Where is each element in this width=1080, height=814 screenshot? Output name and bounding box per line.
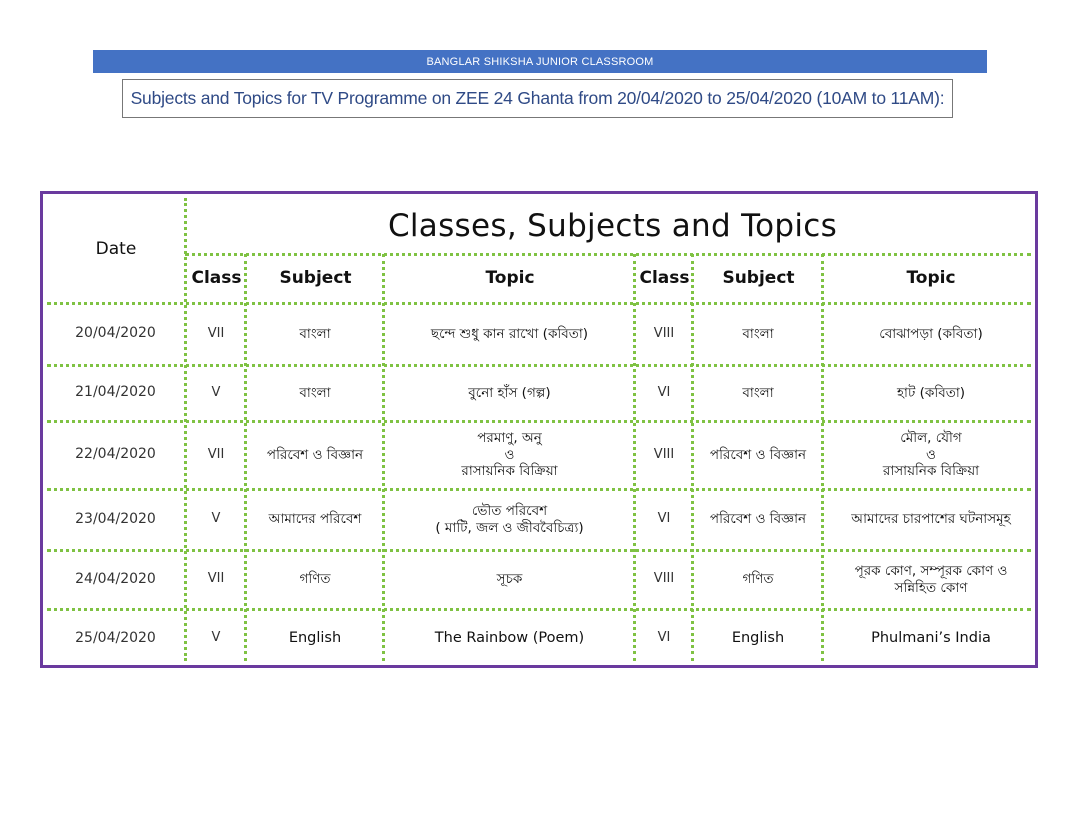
grid-line xyxy=(47,364,1031,367)
grid-line xyxy=(184,198,187,661)
cell-date: 24/04/2020 xyxy=(75,570,156,587)
cell-subject-b: পরিবেশ ও বিজ্ঞান xyxy=(709,511,807,528)
cell-class-a: V xyxy=(211,630,221,646)
grid-line xyxy=(185,253,1031,256)
cell-topic-b: আমাদের চারপাশের ঘটনাসমূহ xyxy=(851,511,1011,528)
cell-subject-a: বাংলা xyxy=(299,384,331,401)
grid-line xyxy=(691,254,694,661)
cell-subject-a: বাংলা xyxy=(299,325,331,342)
cell-date: 22/04/2020 xyxy=(75,446,156,463)
grid-line xyxy=(244,254,247,661)
cell-class-b: VIII xyxy=(653,446,675,462)
cell-topic-a: সূচক xyxy=(496,571,523,588)
grid-line xyxy=(633,254,636,661)
cell-topic-b: বোঝাপড়া (কবিতা) xyxy=(879,325,983,342)
cell-topic-b: পূরক কোণ, সম্পূরক কোণ ও সন্নিহিত কোণ xyxy=(854,562,1008,596)
cell-class-a: VII xyxy=(207,571,225,587)
header-subject-b: Subject xyxy=(722,268,795,289)
cell-topic-b: Phulmani’s India xyxy=(871,630,991,647)
cell-class-b: VIII xyxy=(653,571,675,587)
cell-date: 23/04/2020 xyxy=(75,510,156,527)
cell-class-b: VIII xyxy=(653,325,675,341)
date-header: Date xyxy=(95,239,137,260)
grid-line xyxy=(47,608,1031,611)
cell-class-a: VII xyxy=(207,446,225,462)
cell-topic-a: The Rainbow (Poem) xyxy=(434,630,585,647)
header-subject-a: Subject xyxy=(279,268,352,289)
cell-subject-a: পরিবেশ ও বিজ্ঞান xyxy=(266,446,364,463)
grid-line xyxy=(47,488,1031,491)
cell-topic-a: ছন্দে শুধু কান রাখো (কবিতা) xyxy=(430,325,589,342)
schedule-table xyxy=(40,191,1038,668)
header-topic-a: Topic xyxy=(485,268,535,289)
cell-class-a: VII xyxy=(207,325,225,341)
cell-date: 20/04/2020 xyxy=(75,325,156,342)
grid-line xyxy=(821,254,824,661)
table-grid xyxy=(47,198,1031,661)
cell-class-b: VI xyxy=(657,511,671,527)
cell-subject-a: গণিত xyxy=(299,571,331,588)
cell-topic-b: হাট (কবিতা) xyxy=(896,384,966,401)
grid-line xyxy=(47,420,1031,423)
cell-topic-a: ভৌত পরিবেশ ( মাটি, জল ও জীববৈচিত্র্য) xyxy=(435,502,584,536)
cell-class-b: VI xyxy=(657,384,671,400)
header-topic-b: Topic xyxy=(906,268,956,289)
cell-class-a: V xyxy=(211,384,221,400)
table-title: Classes, Subjects and Topics xyxy=(387,207,838,244)
banner: BANGLAR SHIKSHA JUNIOR CLASSROOM xyxy=(93,50,987,73)
grid-line xyxy=(382,254,385,661)
cell-class-b: VI xyxy=(657,630,671,646)
cell-topic-a: পরমাণু, অনু ও রাসায়নিক বিক্রিয়া xyxy=(461,429,558,480)
cell-date: 25/04/2020 xyxy=(75,629,156,646)
header-class-b: Class xyxy=(639,268,690,289)
grid-line xyxy=(47,302,1031,305)
cell-subject-b: বাংলা xyxy=(742,384,774,401)
cell-subject-b: বাংলা xyxy=(742,325,774,342)
cell-subject-a: English xyxy=(288,630,342,647)
cell-subject-a: আমাদের পরিবেশ xyxy=(268,511,362,528)
cell-subject-b: পরিবেশ ও বিজ্ঞান xyxy=(709,446,807,463)
cell-subject-b: গণিত xyxy=(742,571,774,588)
cell-topic-b: মৌল, যৌগ ও রাসায়নিক বিক্রিয়া xyxy=(882,429,980,480)
grid-line xyxy=(47,549,1031,552)
cell-class-a: V xyxy=(211,511,221,527)
cell-subject-b: English xyxy=(731,630,785,647)
subtitle: Subjects and Topics for TV Programme on ZEE 24 Ghanta from 20/04/2020 to 25/04/2020 (10AM to 11AM): xyxy=(122,79,953,118)
cell-date: 21/04/2020 xyxy=(75,384,156,401)
cell-topic-a: বুনো হাঁস (গল্প) xyxy=(468,384,551,401)
header-class-a: Class xyxy=(191,268,242,289)
